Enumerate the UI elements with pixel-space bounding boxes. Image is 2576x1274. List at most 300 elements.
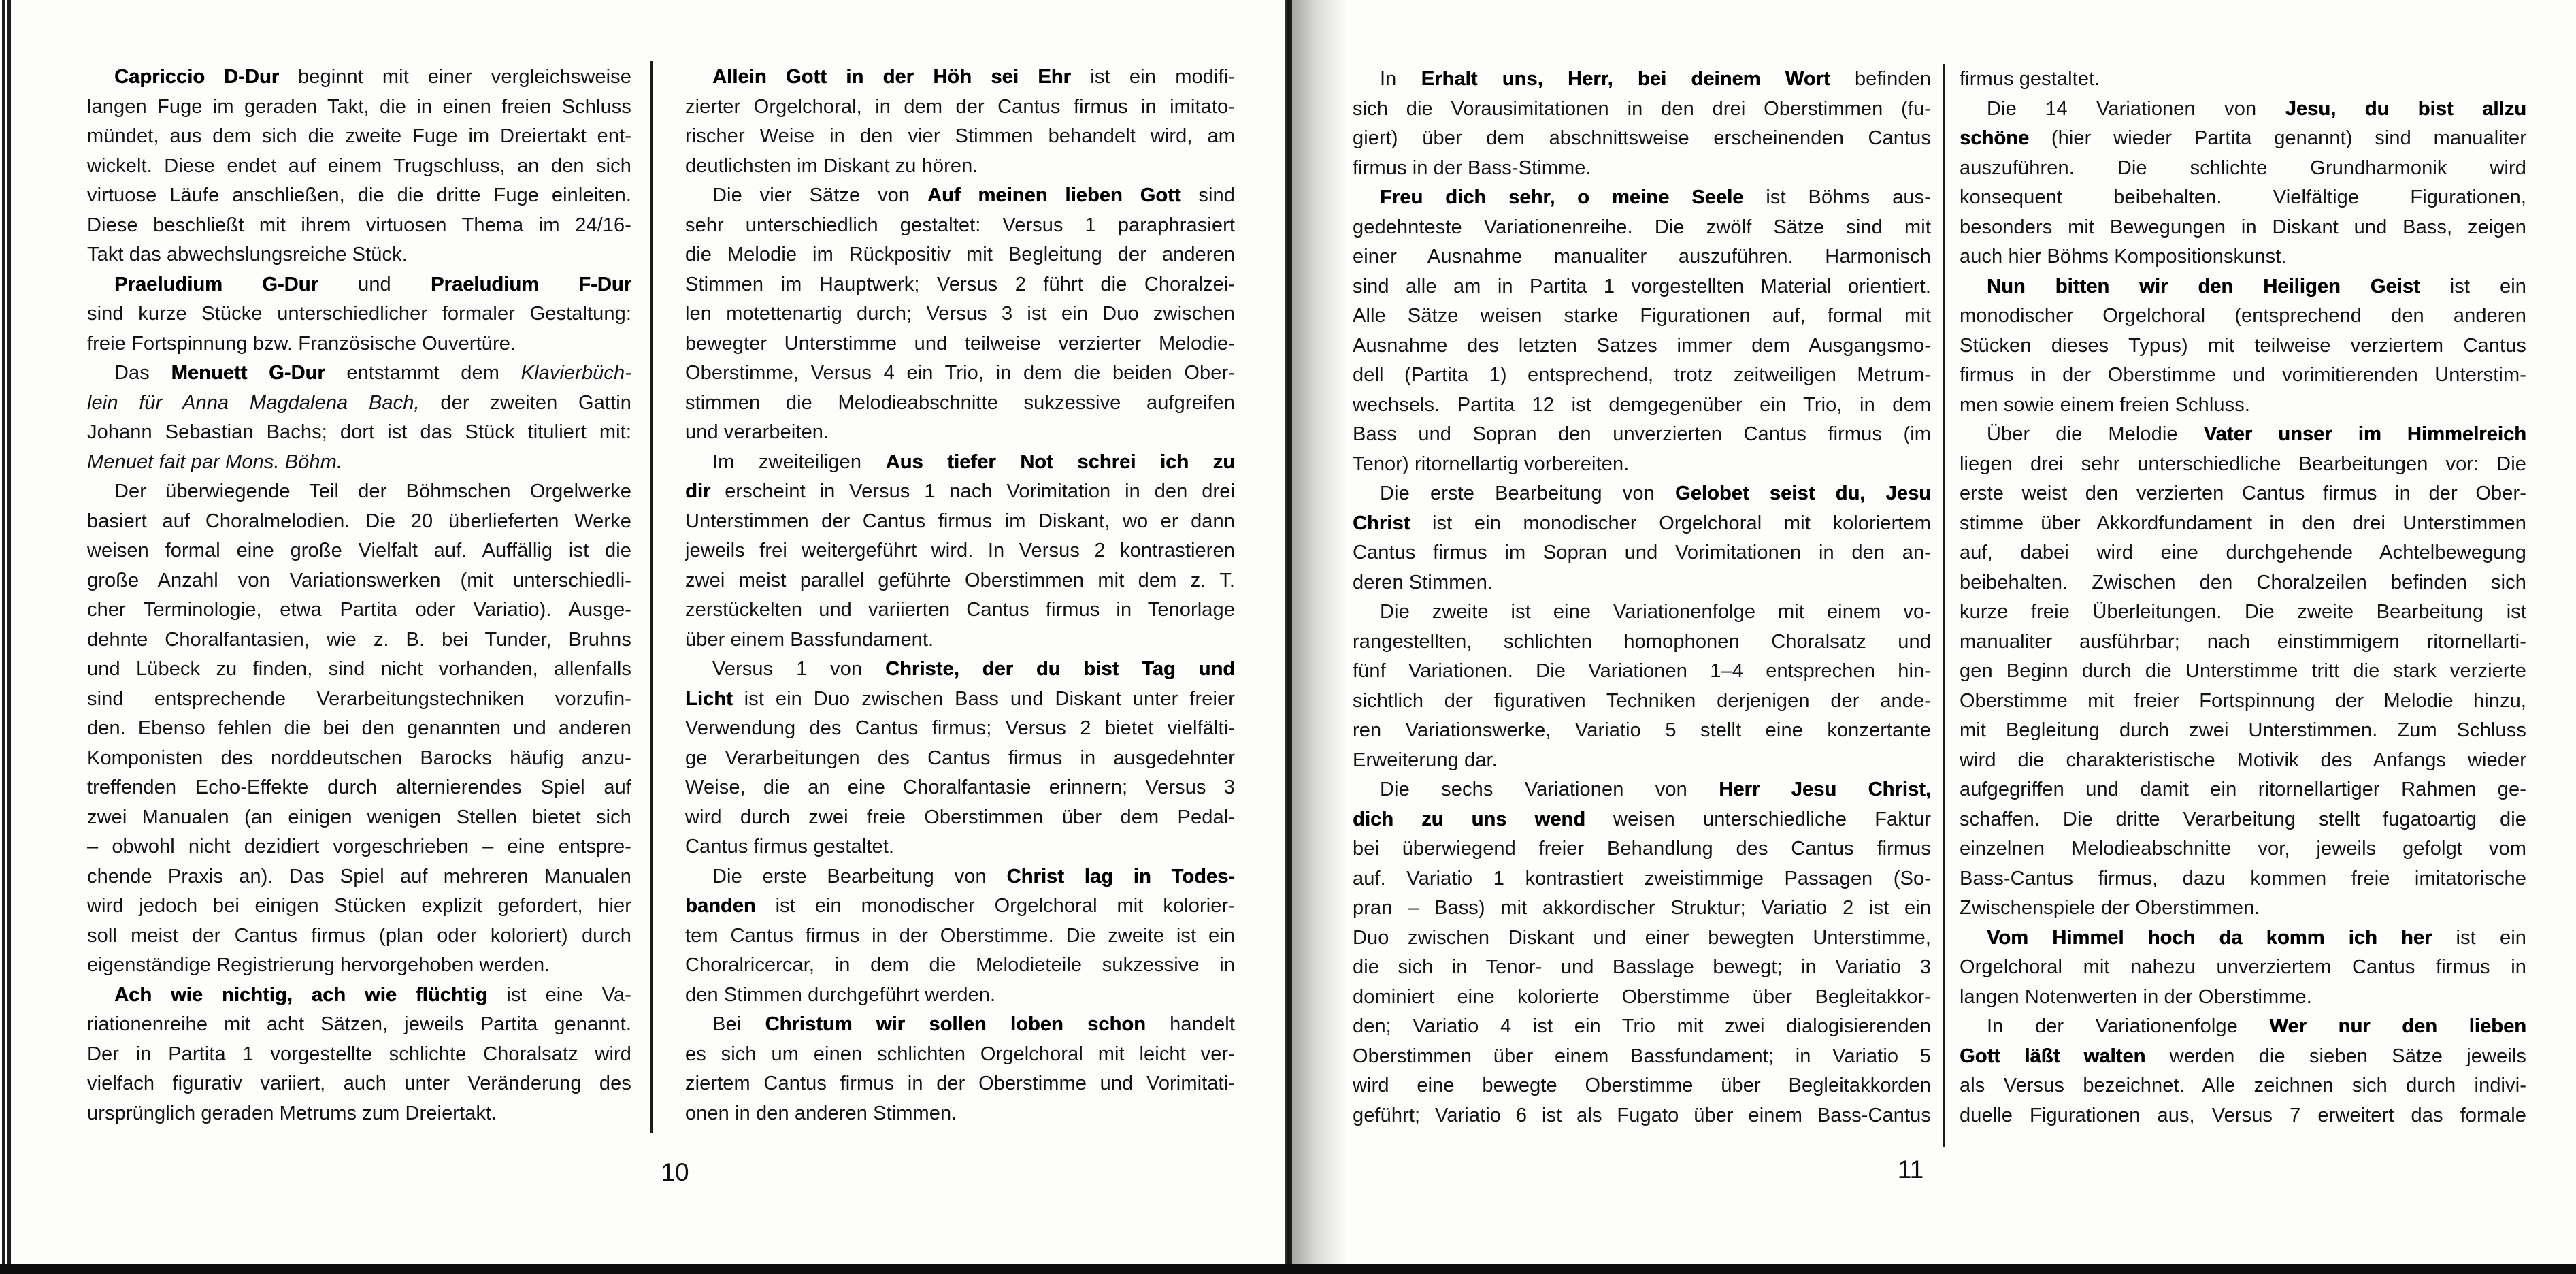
- bottom-page-edge-bar: [0, 1264, 2576, 1274]
- text-line: [1960, 1071, 2526, 1101]
- text-line: [1353, 1042, 1931, 1072]
- text-line: [1353, 894, 1931, 924]
- body-text: Die 14 Variationen von: [1987, 97, 2285, 120]
- text-line: [685, 803, 1235, 833]
- body-text: wickelt. Diese endet auf einem Trugschluss, an den sich: [87, 154, 631, 177]
- text-line: [1960, 420, 2526, 450]
- body-text: dell (Partita 1) entsprechend, trotz zeitweiligen Metrum-: [1353, 364, 1931, 386]
- text-line: [685, 595, 1235, 625]
- body-text: sind entsprechende Verarbeitungstechniken vorzufin-: [87, 687, 631, 710]
- body-text: pran – Bass) mit akkordischer Struktur; Variatio 2 ist ein: [1353, 897, 1931, 919]
- body-text: weisen formal eine große Vielfalt auf. Auffällig ist die: [87, 540, 631, 561]
- text-line: [1353, 598, 1931, 627]
- bold-title-text: Christe, der du bist Tag und: [885, 658, 1235, 680]
- text-line: [1960, 272, 2526, 302]
- text-line: [87, 63, 631, 93]
- body-text: men sowie einem freien Schluss.: [1960, 393, 2251, 416]
- text-line: [1960, 746, 2526, 776]
- text-line: [1353, 657, 1931, 687]
- bold-title-text: Jesu, du bist allzu: [2285, 97, 2526, 120]
- text-line: [1960, 538, 2526, 568]
- text-line: [1353, 834, 1931, 864]
- text-line: [685, 536, 1235, 566]
- text-line: [1353, 361, 1931, 391]
- body-text: weisen unterschiedliche Faktur: [1585, 808, 1931, 830]
- binding-line: [1285, 0, 1292, 1267]
- body-text: Bass und Sopran den unverzierten Cantus firmus (im: [1353, 423, 1931, 445]
- page-11-column-2: [1960, 65, 2526, 1130]
- text-line: [1353, 242, 1931, 272]
- body-text: Die erste Bearbeitung von: [1380, 483, 1675, 504]
- body-text: zwei meist parallel geführte Oberstimmen mit dem z. T.: [685, 569, 1235, 591]
- body-text: Duo zwischen Diskant und einer bewegten Unterstimme,: [1353, 926, 1931, 949]
- text-line: [1960, 361, 2526, 391]
- text-line: [685, 892, 1235, 921]
- text-line: [1960, 509, 2526, 539]
- text-line: [1353, 775, 1931, 805]
- text-line: [1353, 864, 1931, 894]
- text-line: [1960, 864, 2526, 894]
- body-text: zwei Manualen (an einigen wenigen Stellen bietet sich: [87, 806, 631, 828]
- body-text: sichtlich der figurativen Techniken derjenigen der ande-: [1353, 689, 1931, 712]
- body-text: wechsels. Partita 12 ist demgegenüber ein Trio, in dem: [1353, 393, 1931, 416]
- page-number-10: 10: [661, 1158, 689, 1186]
- body-text: beibehalten. Zwischen den Choralzeilen befinden sich: [1960, 571, 2526, 593]
- body-text: Choralricercar, in dem die Melodieteile sukzessive in: [685, 954, 1235, 976]
- body-text: ren Variationswerke, Variatio 5 stellt eine konzertante: [1353, 719, 1931, 741]
- body-text: freie Fortspinnung bzw. Französische Ouvertüre.: [87, 332, 516, 355]
- body-text: Der in Partita 1 vorgestellte schlichte Choralsatz wird: [87, 1043, 631, 1065]
- text-line: [685, 714, 1235, 744]
- text-line: [1960, 1101, 2526, 1131]
- text-line: [1353, 331, 1931, 361]
- text-line: [1960, 301, 2526, 331]
- book-left-edge-line-outer: [2, 0, 5, 1274]
- text-line: [87, 240, 631, 270]
- text-line: [1353, 450, 1931, 480]
- column-rule-left-page: [650, 61, 653, 1133]
- body-text: geführt; Variatio 6 ist als Fugato über einem Bass-Cantus: [1353, 1104, 1931, 1126]
- text-line: [87, 152, 631, 182]
- body-text: Die zweite ist eine Variationenfolge mit einem vo-: [1380, 601, 1931, 623]
- body-text: sind: [1180, 184, 1235, 206]
- bold-title-text: Freu dich sehr, o meine Seele: [1380, 186, 1744, 208]
- body-text: schaffen. Die dritte Verarbeitung stellt fugatoartig die: [1960, 808, 2526, 830]
- text-line: [87, 329, 631, 359]
- text-line: [1960, 331, 2526, 361]
- body-text: Oberstimmen über einem Bassfundament; in Variatio 5: [1353, 1045, 1931, 1067]
- text-line: [1960, 450, 2526, 480]
- body-text: firmus in der Oberstimme und vorimitierenden Unterstim-: [1960, 364, 2526, 386]
- body-text: duelle Figurationen aus, Versus 7 erweitert das formale: [1960, 1104, 2526, 1126]
- body-text: mit Begleitung durch zwei Unterstimmen. Zum Schluss: [1960, 719, 2526, 741]
- body-text: ursprünglich geraden Metrums zum Dreiertakt.: [87, 1102, 497, 1124]
- body-text: ist eine Va-: [487, 983, 631, 1006]
- body-text: virtuose Läufe anschließen, die die dritte Fuge einleiten.: [87, 184, 631, 206]
- body-text: Weise, die an eine Choralfantasie erinnern; Versus 3: [685, 777, 1235, 798]
- page-11-column-1: [1353, 65, 1931, 1130]
- text-line: [1960, 568, 2526, 598]
- body-text: Oberstimme, Versus 4 ein Trio, in dem die beiden Ober-: [685, 362, 1235, 384]
- body-text: den Stimmen durchgeführt werden.: [685, 983, 996, 1006]
- text-line: [685, 477, 1235, 507]
- text-line: [685, 921, 1235, 951]
- text-line: [87, 595, 631, 625]
- binding-shadow: [1292, 0, 1348, 1267]
- body-text: zierter Orgelchoral, in dem der Cantus firmus in imitato-: [685, 95, 1235, 118]
- text-line: [1960, 183, 2526, 213]
- bold-title-text: Menuett G-Dur: [171, 362, 325, 384]
- body-text: stimmen die Melodieabschnitte sukzessive aufgreifen: [685, 391, 1235, 414]
- text-line: [87, 685, 631, 715]
- body-text: manualiter ausführbar; nach einstimmigem ritornellarti-: [1960, 630, 2526, 653]
- text-line: [685, 685, 1235, 715]
- text-line: [1960, 627, 2526, 657]
- text-line: [87, 122, 631, 152]
- text-line: [1960, 154, 2526, 184]
- body-text: und verarbeiten.: [685, 421, 829, 443]
- body-text: aufgegriffen und damit ein ritornellartiger Rahmen ge-: [1960, 779, 2526, 800]
- text-line: [87, 714, 631, 744]
- text-line: [87, 655, 631, 685]
- body-text: einzelnen Melodieabschnitte vor, jeweils gefolgt vom: [1960, 838, 2526, 860]
- bold-title-text: Licht: [685, 687, 733, 710]
- body-text: ist ein monodischer Orgelchoral mit kolorier-: [755, 895, 1235, 917]
- text-line: [685, 122, 1235, 152]
- text-line: [87, 625, 631, 655]
- text-line: [1353, 983, 1931, 1013]
- text-line: [1353, 746, 1931, 776]
- text-line: [87, 211, 631, 241]
- body-text: Die vier Sätze von: [712, 184, 927, 206]
- body-text: werden die sieben Sätze jeweils: [2145, 1045, 2526, 1067]
- body-text: ziertem Cantus firmus in der Oberstimme und Vorimitati-: [685, 1073, 1235, 1094]
- text-line: [1353, 154, 1931, 184]
- body-text: es sich um einen schlichten Orgelchoral mit leicht ver-: [685, 1043, 1235, 1065]
- body-text: große Anzahl von Variationswerken (mit unterschiedli-: [87, 569, 631, 591]
- text-line: [1960, 213, 2526, 243]
- bold-title-text: Gott läßt walten: [1960, 1045, 2146, 1067]
- body-text: soll meist der Cantus firmus (plan oder koloriert) durch: [87, 924, 631, 947]
- body-text: liegen drei sehr unterschiedliche Bearbeitungen vor: Die: [1960, 453, 2526, 475]
- text-line: [87, 270, 631, 300]
- text-line: [87, 93, 631, 122]
- page-number-11: 11: [1897, 1156, 1924, 1183]
- body-text: Die erste Bearbeitung von: [712, 865, 1007, 887]
- text-line: [1353, 391, 1931, 421]
- body-text: firmus gestaltet.: [1960, 68, 2100, 90]
- text-line: [685, 448, 1235, 478]
- body-text: Komponisten des norddeutschen Barocks häufig anzu-: [87, 747, 631, 769]
- text-line: [87, 448, 631, 478]
- text-line: [1353, 568, 1931, 598]
- body-text: tem Cantus firmus in der Oberstimme. Die zweite ist ein: [685, 924, 1235, 947]
- body-text: Erweiterung dar.: [1353, 749, 1498, 771]
- text-line: [87, 921, 631, 951]
- body-text: entstammt dem: [325, 362, 521, 384]
- body-text: auszuführen. Die schlichte Grundharmonik wird: [1960, 157, 2526, 179]
- text-line: [87, 418, 631, 448]
- body-text: jeweils frei weitergeführt wird. In Versus 2 kontrastieren: [685, 540, 1235, 561]
- body-text: rangestellten, schlichten homophonen Choralsatz und: [1353, 630, 1931, 653]
- body-text: die sich in Tenor- und Basslage bewegt; in Variatio 3: [1353, 956, 1931, 978]
- body-text: auf. Variatio 1 kontrastiert zweistimmige Passagen (So-: [1353, 867, 1931, 889]
- body-text: In der Variationenfolge: [1987, 1015, 2270, 1037]
- body-text: Alle Sätze weisen starke Figurationen auf, formal mit: [1353, 305, 1931, 327]
- body-text: stimme über Akkordfundament in den drei Unterstimmen: [1960, 512, 2526, 534]
- body-text: Cantus firmus gestaltet.: [685, 836, 895, 858]
- body-text: wird die charakteristische Motivik des Anfangs wieder: [1960, 749, 2526, 771]
- bold-title-text: Capriccio D-Dur: [114, 66, 280, 88]
- text-line: [1960, 1042, 2526, 1072]
- text-line: [87, 1010, 631, 1040]
- text-line: [1353, 924, 1931, 953]
- body-text: Cantus firmus im Sopran und Vorimitationen in den an-: [1353, 542, 1931, 564]
- text-line: [685, 981, 1235, 1011]
- bold-title-text: Gelobet seist du, Jesu: [1674, 483, 1931, 504]
- text-line: [1353, 183, 1931, 213]
- body-text: sehr unterschiedlich gestaltet: Versus 1 paraphrasiert: [685, 214, 1235, 236]
- body-text: kurze freie Überleitungen. Die zweite Bearbeitung ist: [1960, 601, 2526, 623]
- text-line: [87, 566, 631, 596]
- body-text: – obwohl nicht dezidiert vorgeschrieben – eine entspre-: [87, 836, 631, 858]
- body-text: erste weist den verzierten Cantus firmus in der Ober-: [1960, 483, 2526, 504]
- bold-title-text: Christ lag in Todes-: [1006, 865, 1235, 887]
- text-line: [685, 152, 1235, 182]
- body-text: Das: [114, 362, 171, 384]
- text-line: [1353, 124, 1931, 154]
- text-line: [1353, 1071, 1931, 1101]
- body-text: Orgelchoral mit nahezu unverziertem Cantus firmus in: [1960, 956, 2526, 978]
- text-line: [685, 832, 1235, 862]
- body-text: vielfach figurativ variiert, auch unter Veränderung des: [87, 1073, 631, 1094]
- body-text: Ausnahme des letzten Satzes immer dem Ausgangsmo-: [1353, 334, 1931, 357]
- bold-title-text: schöne: [1960, 127, 2030, 149]
- body-text: erscheint in Versus 1 nach Vorimitation in den drei: [710, 480, 1235, 502]
- body-text: firmus in der Bass-Stimme.: [1353, 157, 1591, 179]
- text-line: [685, 329, 1235, 359]
- body-text: ist ein modifi-: [1070, 66, 1235, 88]
- bold-title-text: Auf meinen lieben Gott: [927, 184, 1181, 206]
- text-line: [87, 892, 631, 921]
- text-line: [87, 389, 631, 419]
- body-text: auch hier Böhms Kompositionskunst.: [1960, 246, 2287, 267]
- body-text: ist Böhms aus-: [1743, 186, 1931, 208]
- body-text: Johann Sebastian Bachs; dort ist das Stück tituliert mit:: [87, 421, 631, 443]
- text-line: [87, 299, 631, 329]
- text-line: [87, 744, 631, 774]
- body-text: ist ein: [2432, 926, 2526, 949]
- text-line: [685, 744, 1235, 774]
- text-line: [1960, 1012, 2526, 1042]
- body-text: Bei: [712, 1013, 765, 1035]
- bold-title-text: Aus tiefer Not schrei ich zu: [885, 451, 1235, 473]
- text-line: [685, 1099, 1235, 1129]
- text-line: [1353, 95, 1931, 125]
- body-text: beginnt mit einer vergleichsweise: [279, 66, 631, 88]
- body-text: onen in den anderen Stimmen.: [685, 1102, 957, 1124]
- body-text: wird durch zwei freie Oberstimmen über dem Pedal-: [685, 806, 1235, 828]
- bold-title-text: Nun bitten wir den Heiligen Geist: [1987, 275, 2420, 297]
- body-text: deutlichsten im Diskant zu hören.: [685, 154, 978, 177]
- body-text: Über die Melodie: [1987, 423, 2204, 445]
- text-line: [685, 1069, 1235, 1099]
- body-text: Zwischenspiele der Oberstimmen.: [1960, 897, 2260, 919]
- text-line: [685, 240, 1235, 270]
- text-line: [1353, 627, 1931, 657]
- bold-title-text: Christ: [1353, 512, 1410, 534]
- body-text: wird eine bewegte Oberstimme über Begleitakkorden: [1353, 1075, 1931, 1096]
- text-line: [685, 418, 1235, 448]
- text-line: [685, 951, 1235, 981]
- text-line: [1960, 391, 2526, 421]
- bold-title-text: dich zu uns wend: [1353, 808, 1585, 830]
- bold-title-text: Wer nur den lieben: [2269, 1015, 2526, 1037]
- body-text: monodischer Orgelchoral (entsprechend den anderen: [1960, 305, 2526, 327]
- text-line: [87, 803, 631, 833]
- body-text: sind alle am in Partita 1 vorgestellten Material orientiert.: [1353, 275, 1931, 297]
- body-text: und Lübeck zu finden, sind nicht vorhanden, allenfalls: [87, 658, 631, 680]
- body-text: ge Verarbeitungen des Cantus firmus in ausgedehnter: [685, 747, 1235, 769]
- body-text: Unterstimmen der Cantus firmus im Diskant, wo er dann: [685, 510, 1235, 532]
- text-line: [1960, 834, 2526, 864]
- body-text: konsequent beibehalten. Vielfältige Figurationen,: [1960, 186, 2526, 208]
- text-line: [1960, 805, 2526, 835]
- bold-title-text: Christum wir sollen loben schon: [765, 1013, 1146, 1035]
- body-text: basiert auf Choralmelodien. Die 20 überlieferten Werke: [87, 510, 631, 532]
- column-rule-right-page: [1943, 64, 1945, 1147]
- text-line: [1353, 479, 1931, 509]
- body-text: mündet, aus dem sich die zweite Fuge im Dreiertakt ent-: [87, 125, 631, 147]
- text-line: [87, 951, 631, 981]
- body-text: handelt: [1145, 1013, 1235, 1035]
- body-text: cher Terminologie, etwa Partita oder Variatio). Ausge-: [87, 599, 631, 621]
- body-text: einer Ausnahme manualiter auszuführen. Harmonisch: [1353, 246, 1931, 267]
- text-line: [1353, 805, 1931, 835]
- body-text: Der überwiegende Teil der Böhmschen Orgelwerke: [114, 480, 631, 502]
- body-text: deren Stimmen.: [1353, 571, 1493, 593]
- text-line: [685, 625, 1235, 655]
- body-text: gedehnteste Variationenreihe. Die zwölf Sätze sind mit: [1353, 216, 1931, 238]
- text-line: [87, 477, 631, 507]
- text-line: [1960, 95, 2526, 125]
- body-text: den; Variatio 4 ist ein Trio mit zwei dialogisierenden: [1353, 1015, 1931, 1037]
- text-line: [1960, 894, 2526, 924]
- text-line: [87, 773, 631, 803]
- text-line: [1353, 301, 1931, 331]
- bold-title-text: banden: [685, 895, 756, 917]
- body-text: In: [1380, 68, 1421, 90]
- body-text: den. Ebenso fehlen die bei den genannten und anderen: [87, 717, 631, 739]
- text-line: [1960, 687, 2526, 717]
- body-text: die Melodie im Rückpositiv mit Begleitung der anderen: [685, 244, 1235, 265]
- body-text: (hier wieder Partita genannt) sind manualiter: [2029, 127, 2526, 149]
- text-line: [1353, 1101, 1931, 1131]
- text-line: [1960, 657, 2526, 687]
- body-text: Versus 1 von: [712, 658, 885, 680]
- body-text: über einem Bassfundament.: [685, 628, 934, 651]
- body-text: sind kurze Stücke unterschiedlicher formaler Gestaltung:: [87, 303, 631, 325]
- bold-title-text: Allein Gott in der Höh sei Ehr: [712, 66, 1071, 88]
- body-text: besonders mit Bewegungen in Diskant und Bass, zeigen: [1960, 216, 2526, 238]
- text-line: [685, 1010, 1235, 1040]
- page-10-column-1: [87, 63, 631, 1128]
- text-line: [1960, 242, 2526, 272]
- bold-title-text: Ach wie nichtig, ach wie flüchtig: [114, 983, 488, 1006]
- text-line: [685, 655, 1235, 685]
- text-line: [685, 93, 1235, 122]
- text-line: [1353, 420, 1931, 450]
- body-text: rischer Weise in den vier Stimmen behandelt wird, am: [685, 125, 1235, 147]
- body-text: chende Praxis an). Das Spiel auf mehreren Manualen: [87, 865, 631, 887]
- body-text: Verwendung des Cantus firmus; Versus 2 bietet vielfälti-: [685, 717, 1235, 739]
- page-10-column-2: [685, 63, 1235, 1128]
- body-text: len motettenartig durch; Versus 3 ist ein Duo zwischen: [685, 303, 1235, 325]
- text-line: [87, 1099, 631, 1129]
- body-text: auf, dabei wird eine durchgehende Achtelbewegung: [1960, 542, 2526, 564]
- text-line: [1353, 65, 1931, 95]
- text-line: [685, 299, 1235, 329]
- body-text: zerstückelten und variierten Cantus firmus in Tenorlage: [685, 599, 1235, 621]
- text-line: [685, 211, 1235, 241]
- text-line: [685, 862, 1235, 892]
- text-line: [1960, 775, 2526, 805]
- text-line: [1353, 953, 1931, 983]
- body-text: fünf Variationen. Die Variationen 1–4 entsprechen hin-: [1353, 660, 1931, 682]
- body-text: Stimmen im Hauptwerk; Versus 2 führt die Choralzei-: [685, 273, 1235, 295]
- body-text: riationenreihe mit acht Sätzen, jeweils Partita genannt.: [87, 1013, 631, 1035]
- text-line: [685, 389, 1235, 419]
- text-line: [685, 181, 1235, 211]
- body-text: als Versus bezeichnet. Alle zeichnen sich durch indivi-: [1960, 1075, 2526, 1096]
- book-left-edge-line-inner: [7, 0, 11, 1274]
- text-line: [1960, 65, 2526, 95]
- body-text: bewegter Unterstimme und teilweise verzierter Melodie-: [685, 332, 1235, 355]
- text-line: [87, 507, 631, 537]
- text-line: [87, 359, 631, 389]
- text-line: [685, 63, 1235, 93]
- text-line: [1353, 272, 1931, 302]
- bold-title-text: Vom Himmel hoch da komm ich her: [1987, 926, 2432, 949]
- bold-title-text: Erhalt uns, Herr, bei deinem Wort: [1421, 68, 1830, 90]
- body-text: dehnte Choralfantasien, wie z. B. bei Tunder, Bruhns: [87, 628, 631, 651]
- body-text: eigenständige Registrierung hervorgehoben werden.: [87, 954, 550, 976]
- text-line: [685, 359, 1235, 389]
- italic-text: lein für Anna Magdalena Bach,: [87, 391, 420, 414]
- text-line: [87, 1069, 631, 1099]
- text-line: [87, 862, 631, 892]
- text-line: [1960, 983, 2526, 1013]
- text-line: [1960, 479, 2526, 509]
- text-line: [685, 270, 1235, 300]
- body-text: wird jedoch bei einigen Stücken explizit gefordert, hier: [87, 895, 631, 917]
- body-text: Stücken dieses Typus) mit teilweise verziertem Cantus: [1960, 334, 2526, 357]
- body-text: bei überwiegend freier Behandlung des Cantus firmus: [1353, 838, 1931, 860]
- body-text: Takt das abwechslungsreiche Stück.: [87, 244, 408, 265]
- body-text: Bass-Cantus firmus, dazu kommen freie imitatorische: [1960, 867, 2526, 889]
- body-text: dominiert eine kolorierte Oberstimme über Begleitakkor-: [1353, 985, 1931, 1008]
- text-line: [685, 566, 1235, 596]
- text-line: [1960, 716, 2526, 746]
- text-line: [685, 773, 1235, 803]
- text-line: [1960, 598, 2526, 627]
- body-text: Diese beschließt mit ihrem virtuosen Thema im 24/16-: [87, 214, 631, 236]
- text-line: [1353, 538, 1931, 568]
- body-text: ist ein: [2420, 275, 2526, 297]
- body-text: treffenden Echo-Effekte durch alternierendes Spiel auf: [87, 777, 631, 798]
- text-line: [87, 536, 631, 566]
- text-line: [1960, 124, 2526, 154]
